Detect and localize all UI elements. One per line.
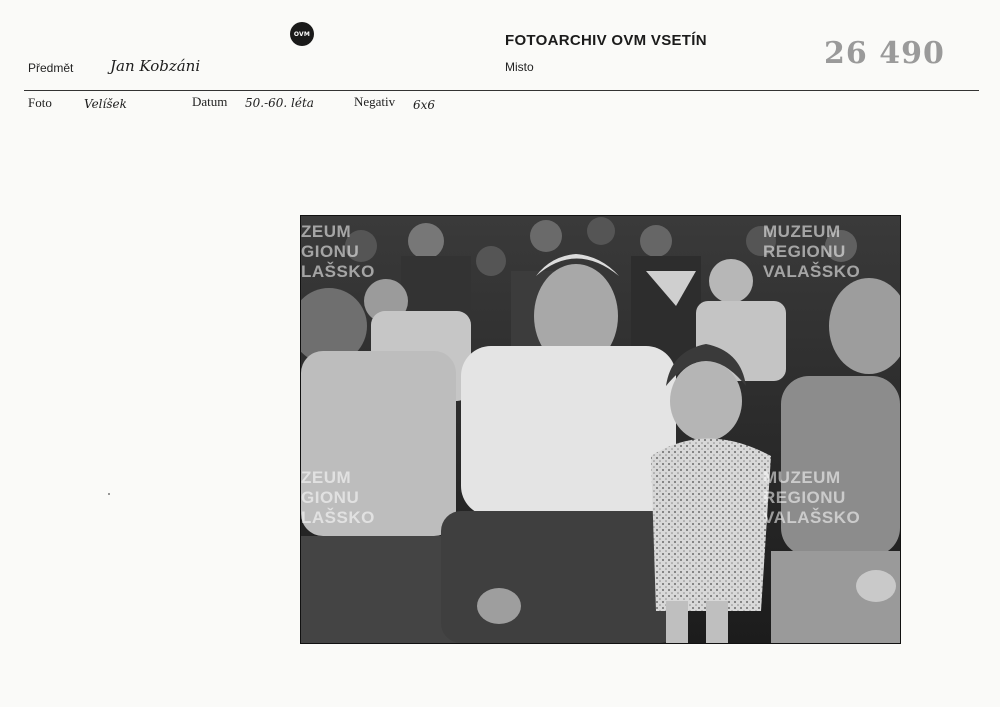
museum-logo-icon: OVM: [290, 22, 314, 46]
archive-title: FOTOARCHIV OVM VSETÍN: [505, 32, 707, 49]
foto-value: Velíšek: [84, 97, 127, 111]
archive-number-stamp: 26 490: [824, 36, 945, 71]
predmet-value: Jan Kobzáni: [110, 57, 201, 75]
watermark-museum: ZEUM GIONU LAŠSKO: [301, 222, 375, 281]
datum-value: 50.-60. léta: [245, 96, 314, 110]
predmet-label: Předmět: [28, 61, 74, 75]
header-divider: [24, 90, 979, 91]
watermark-museum: ZEUM GIONU LAŠSKO: [301, 468, 375, 527]
datum-label: Datum: [192, 94, 228, 109]
watermark-museum: MUZEUM REGIONU VALAŠSKO: [763, 468, 861, 527]
paper-speck: [108, 493, 110, 495]
watermark-museum: MUZEUM REGIONU VALAŠSKO: [763, 222, 861, 281]
negativ-value: 6x6: [413, 98, 436, 112]
archival-photograph: [300, 215, 901, 644]
misto-label: Misto: [505, 60, 534, 74]
foto-label: Foto: [28, 95, 52, 110]
negativ-label: Negativ: [354, 94, 396, 109]
